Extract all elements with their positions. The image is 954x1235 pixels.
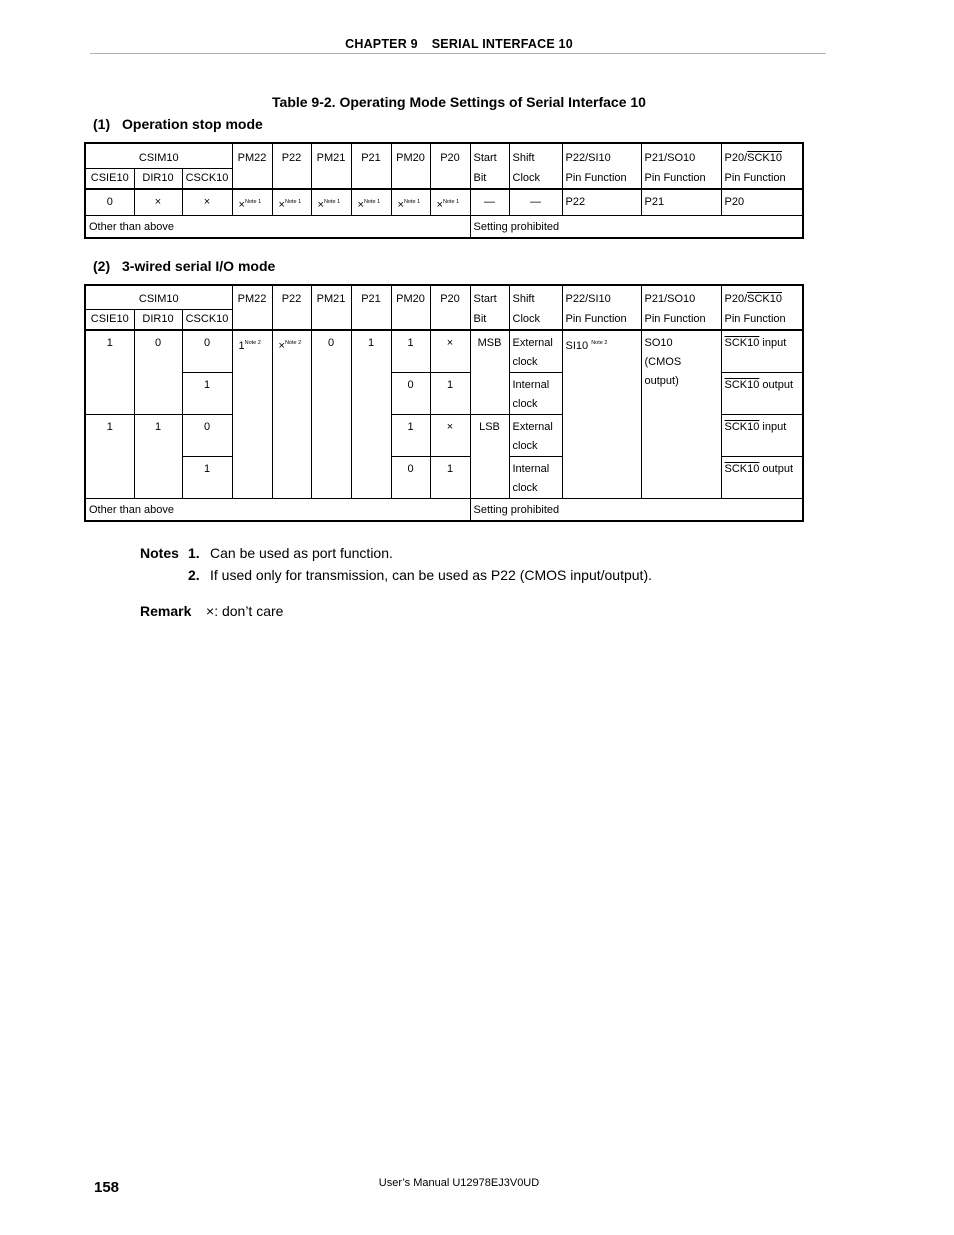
csie10-header: CSIE10: [85, 310, 134, 331]
note-1: [140, 542, 652, 564]
csim10-header: CSIM10: [85, 143, 232, 169]
cell-p20: 1: [430, 457, 470, 499]
p21-so10-header: P21/SO10: [641, 143, 721, 169]
cell-pm21: 0: [311, 330, 351, 499]
pm21-header: PM21: [311, 143, 351, 169]
cell-shift-clock: [509, 330, 562, 373]
table-row-other: [85, 499, 803, 522]
p22-pin-function-header: Pin Function: [562, 169, 641, 190]
clock-label: clock: [512, 440, 538, 452]
notes: [140, 542, 652, 586]
p21-header: P21: [351, 143, 391, 169]
p22-header: P22: [272, 285, 311, 310]
cell-p21-function: [641, 330, 721, 499]
chapter-header: [0, 37, 918, 51]
chapter-title: SERIAL INTERFACE 10: [431, 37, 573, 51]
cell-p21-function: P21: [641, 189, 721, 216]
remark: [140, 603, 283, 619]
note-1-ref: Note 1: [323, 199, 341, 205]
manual-id: User’s Manual U12978EJ3V0UD: [378, 1177, 540, 1189]
cell-p20: [430, 189, 470, 216]
cell-p20-function: [721, 330, 803, 373]
pm22-value: 1: [238, 340, 245, 352]
header-row-2: [85, 310, 803, 331]
cell-shift-clock: [509, 415, 562, 457]
cell-pm20: 0: [391, 373, 430, 415]
output-label: output: [759, 379, 793, 391]
cmos-output-label: (CMOS output): [644, 356, 682, 387]
clock-label: clock: [512, 482, 538, 494]
p22-si10-header: P22/SI10: [562, 143, 641, 169]
cell-p21: [351, 189, 391, 216]
cell-csie10: 1: [85, 330, 134, 415]
cell-csck10: 0: [182, 415, 232, 457]
p20-sck10-header: [721, 143, 803, 169]
p21-header: P21: [351, 285, 391, 310]
p20-header: P20: [430, 285, 470, 310]
start-bit-header: Start: [470, 285, 509, 310]
dont-care-mark: ×: [357, 199, 364, 211]
input-label: input: [759, 337, 787, 349]
cell-p22-function: P22: [562, 189, 641, 216]
shift-clock-header-2: Clock: [509, 169, 562, 190]
cell-pm20: 1: [391, 415, 430, 457]
pm22-header: PM22: [232, 285, 272, 310]
p20-sck10-header: [721, 285, 803, 310]
header-row-2: [85, 169, 803, 190]
note-1-ref: Note 1: [284, 199, 302, 205]
section-1-title: [93, 116, 263, 132]
cell-dir10: ×: [134, 189, 182, 216]
start-bit-header-2: Bit: [470, 310, 509, 331]
cell-start-bit: MSB: [470, 330, 509, 415]
cell-p20: ×: [430, 330, 470, 373]
pm21-header: PM21: [311, 285, 351, 310]
dont-care-mark: ×: [397, 199, 404, 211]
cell-p22: [272, 330, 311, 499]
cell-p20-function: P20: [721, 189, 803, 216]
csck10-header: CSCK10: [182, 169, 232, 190]
setting-prohibited: Setting prohibited: [470, 216, 803, 239]
chapter-number: CHAPTER 9: [345, 37, 418, 51]
dont-care-mark: ×: [238, 199, 245, 211]
cell-dir10: 0: [134, 330, 182, 415]
cell-csck10: 0: [182, 330, 232, 373]
section-2-label: 3-wired serial I/O mode: [122, 258, 276, 274]
pm20-header: PM20: [391, 143, 430, 169]
p20-label: P20/: [724, 152, 748, 164]
p22-header: P22: [272, 143, 311, 169]
input-label: input: [759, 421, 787, 433]
cell-shift-clock: [509, 373, 562, 415]
cell-csie10: 0: [85, 189, 134, 216]
p20-pin-function-header: Pin Function: [721, 169, 803, 190]
clock-label: clock: [512, 356, 538, 368]
note-2: [140, 564, 652, 586]
dont-care-mark: ×: [278, 199, 285, 211]
cell-shift-clock: —: [509, 189, 562, 216]
remark-text: : don’t care: [214, 603, 284, 619]
p20-pin-function-header: Pin Function: [721, 310, 803, 331]
three-wired-mode-table: [84, 284, 804, 522]
p21-pin-function-header: Pin Function: [641, 169, 721, 190]
cell-p22-function: [562, 330, 641, 499]
shift-clock-header: Shift: [509, 285, 562, 310]
cell-pm20: 0: [391, 457, 430, 499]
sck10-label: SCK10: [724, 463, 760, 475]
p20-label: P20/: [724, 293, 748, 305]
sck10-label: SCK10: [724, 379, 760, 391]
cell-csck10: 1: [182, 373, 232, 415]
cell-pm20: [391, 189, 430, 216]
cell-csck10: ×: [182, 189, 232, 216]
external-label: External: [512, 337, 553, 349]
cell-p20-function: [721, 373, 803, 415]
note-1-ref: Note 1: [363, 199, 381, 205]
dir10-header: DIR10: [134, 169, 182, 190]
shift-clock-header-2: Clock: [509, 310, 562, 331]
cell-pm21: [311, 189, 351, 216]
section-2-number: (2): [93, 258, 111, 274]
cell-csie10: 1: [85, 415, 134, 499]
header-rule: [90, 53, 826, 54]
other-than-above: Other than above: [85, 499, 470, 522]
note-2-ref: Note 2: [284, 340, 302, 346]
note-1-ref: Note 1: [442, 199, 460, 205]
cell-p20-function: [721, 457, 803, 499]
cell-p20: 1: [430, 373, 470, 415]
operation-stop-mode-table: [84, 142, 804, 239]
setting-prohibited: Setting prohibited: [470, 499, 803, 522]
table-row: [85, 330, 803, 373]
note-number: 2.: [188, 567, 200, 583]
note-text: Can be used as port function.: [210, 545, 393, 561]
dir10-header: DIR10: [134, 310, 182, 331]
cell-start-bit: —: [470, 189, 509, 216]
start-bit-header: Start: [470, 143, 509, 169]
p21-so10-header: P21/SO10: [641, 285, 721, 310]
header-row-1: [85, 285, 803, 310]
si10-label: SI10: [565, 340, 589, 352]
cell-shift-clock: [509, 457, 562, 499]
internal-label: Internal: [512, 379, 550, 391]
sck10-label: SCK10: [724, 337, 760, 349]
csck10-header: CSCK10: [182, 310, 232, 331]
dont-care-mark: ×: [278, 340, 285, 352]
cell-pm22: [232, 189, 272, 216]
csie10-header: CSIE10: [85, 169, 134, 190]
note-text: If used only for transmission, can be used as P22 (CMOS input/output).: [210, 567, 652, 583]
cell-p21: 1: [351, 330, 391, 499]
sck10-label: SCK10: [747, 293, 782, 305]
clock-label: clock: [512, 398, 538, 410]
note-2-ref: Note 2: [244, 340, 261, 346]
p22-pin-function-header: Pin Function: [562, 310, 641, 331]
notes-label: Notes: [140, 545, 179, 561]
note-1-ref: Note 1: [244, 199, 262, 205]
cell-dir10: 1: [134, 415, 182, 499]
cell-csck10: 1: [182, 457, 232, 499]
sck10-label: SCK10: [747, 152, 782, 164]
note-1-ref: Note 1: [403, 199, 421, 205]
dont-care-mark: ×: [317, 199, 324, 211]
external-label: External: [512, 421, 553, 433]
cell-start-bit: LSB: [470, 415, 509, 499]
cell-p22: [272, 189, 311, 216]
output-label: output: [759, 463, 793, 475]
note-2-ref: Note 2: [591, 340, 608, 346]
p20-header: P20: [430, 143, 470, 169]
internal-label: Internal: [512, 463, 550, 475]
start-bit-header-2: Bit: [470, 169, 509, 190]
note-number: 1.: [188, 545, 200, 561]
so10-label: SO10: [644, 337, 673, 349]
cell-pm22: [232, 330, 272, 499]
section-1-number: (1): [93, 116, 111, 132]
cell-pm20: 1: [391, 330, 430, 373]
dont-care-mark: ×: [436, 199, 443, 211]
other-than-above: Other than above: [85, 216, 470, 239]
pm20-header: PM20: [391, 285, 430, 310]
table-title: Table 9-2. Operating Mode Settings of Serial Interface 10: [272, 94, 646, 110]
pm22-header: PM22: [232, 143, 272, 169]
p22-si10-header: P22/SI10: [562, 285, 641, 310]
csim10-header: CSIM10: [85, 285, 232, 310]
sck10-label: SCK10: [724, 421, 760, 433]
dont-care-symbol: ×: [206, 603, 215, 619]
table-row-other: [85, 216, 803, 239]
shift-clock-header: Shift: [509, 143, 562, 169]
cell-p20-function: [721, 415, 803, 457]
cell-p20: ×: [430, 415, 470, 457]
header-row-1: [85, 143, 803, 169]
page-number: 158: [94, 1179, 120, 1196]
section-1-label: Operation stop mode: [122, 116, 263, 132]
section-2-title: [93, 258, 275, 274]
remark-label: Remark: [140, 603, 192, 619]
table-row: [85, 189, 803, 216]
p21-pin-function-header: Pin Function: [641, 310, 721, 331]
